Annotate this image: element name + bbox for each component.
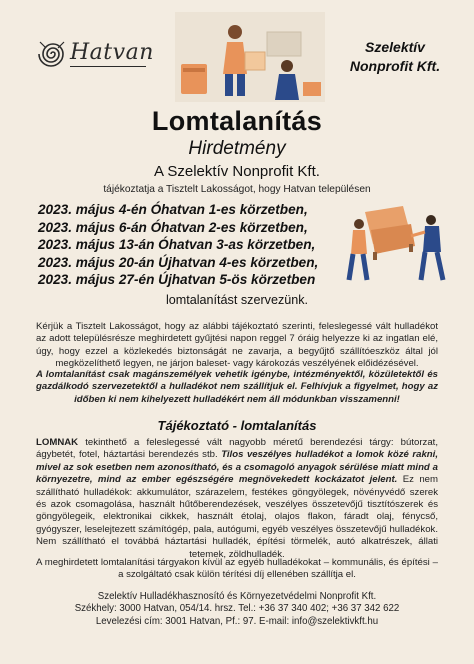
info-lead: LOMNAK	[36, 437, 79, 448]
intro-text: tájékoztatja a Tisztelt Lakosságot, hogy Hatvan településen	[103, 184, 371, 195]
info-text-1: tekinthető a feleslegessé vált nagyobb méretű berendezési tárgy: bútorzat, ágybetét, fotel, háztartási berendezés stb.	[36, 437, 438, 461]
page-subtitle: Hirdetmény	[188, 138, 286, 159]
hatvan-logo	[36, 34, 154, 74]
section-title: Tájékoztató - lomtalanítás	[157, 418, 317, 433]
page-title: Lomtalanítás	[151, 106, 323, 136]
spiral-logo-icon	[36, 36, 70, 72]
date-line: 2023. május 27-én Újhatvan 5-ös körzetben	[38, 272, 316, 288]
fees-paragraph: A meghirdetett lomtalanítási tárgyakon kívül az egyéb hulladékokat – kommunális, és építési – a szolgáltató csak külön térítési díj ellenében szállítja el.	[36, 557, 438, 581]
company-name-line-2: Nonprofit Kft.	[349, 58, 441, 74]
logo-underline	[70, 66, 146, 67]
notice-paragraph: A lomtalanítást csak magánszemélyek vehetik igénybe, intézményektől, közületektől és gazdálkodó szervezetektől a hulladékot nem szállítjuk el. Felhívjuk a figyelmet, hogy az időben ki nem kihelyezett hulladékért nem áll módunkban visszamenni!	[36, 369, 438, 405]
announcement: lomtalanítást szervezünk.	[165, 293, 309, 307]
date-line: 2023. május 6-án Óhatvan 2-es körzetben,	[38, 219, 308, 235]
sender-name: A Szelektív Nonprofit Kft.	[154, 163, 320, 180]
info-paragraph	[36, 437, 438, 561]
date-line: 2023. május 20-án Újhatvan 4-es körzetben,	[38, 254, 319, 270]
info-warning: Tilos veszélyes hulladékot a lomok közé rakni, mivel az sok esetben nem azonosítható, és a csomagoló anyagok sérülése miatt mind a környezetre, mind az ember egészségére megnövekedett kockázatot jelent.	[36, 449, 438, 486]
logo-text: Hatvan	[70, 40, 154, 65]
collection-dates	[38, 201, 318, 289]
footer-contact	[0, 591, 474, 628]
footer-company: Szelektív Hulladékhasznosító és Környezetvédelmi Nonprofit Kft.	[97, 591, 377, 602]
decluttering-illustration	[175, 12, 325, 102]
movers-illustration	[345, 200, 455, 285]
instructions-paragraph: Kérjük a Tisztelt Lakosságot, hogy az alábbi tájékoztató szerinti, feleslegessé vált hulladékot az adott településrésze meghirdetett gyűjtési napon reggel 7 óráig helyezze ki az ingatlan elé, úgy, hogy ezzel a közlekedés biztonságát ne zavarja, a begyűjtő szállítóeszköz által jól megközelíthető legyen, ne járjon baleset- vagy károkozás veszélyének előidézésével.	[36, 321, 438, 370]
company-name-line-1: Szelektív	[365, 39, 425, 55]
info-text-2: Ez nem szállítható hulladékok: akkumulátor, szárazelem, festékes göngyölegek, növényvédő szerek és azok csomagolása, használt hűtőberendezések, veszélyes összetevőjű tisztítószerek és göngyölegeik, elektronikai cikkek, használt étolaj, olajos flakon, fáradt olaj, fénycső, gyógyszer, leselejtezett számítógép, pala, autógumi, egyéb veszélyes összetevőjű hulladékok. Nem szállítható el továbbá háztartási hulladék, építési törmelék, autó alkatrészek, állati tetemek, zöldhulladék.	[36, 474, 438, 560]
company-name-top	[330, 38, 460, 76]
date-line: 2023. május 4-én Óhatvan 1-es körzetben,	[38, 202, 308, 217]
date-line: 2023. május 13-án Óhatvan 3-as körzetben,	[38, 237, 316, 253]
footer-address: Székhely: 3000 Hatvan, 054/14. hrsz. Tel.: +36 37 340 402; +36 37 342 622	[74, 603, 400, 615]
footer-mail: Levelezési cím: 3001 Hatvan, Pf.: 97. E-mail: info@szelektivkft.hu	[95, 615, 379, 627]
